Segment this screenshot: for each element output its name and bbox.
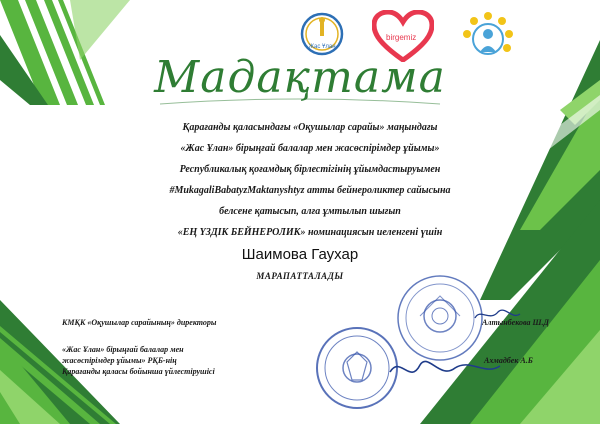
body-line-1: Қарағанды қаласындағы «Оқушылар сарайы» маңындағы: [182, 122, 438, 133]
signatory-name-2: Ахмадбек А.Б: [484, 356, 533, 365]
body-line-6: «ЕҢ ҮЗДІК БЕЙНЕРОЛИК» номинациясын иеленгені үшін: [177, 227, 443, 238]
awarded-label: МАРАПАТТАЛАДЫ: [256, 271, 344, 281]
signatory-title-1: КМҚК «Оқушылар сарайының» директоры: [62, 318, 217, 327]
signatory-title-2-line-2: жасөспірімдер ұйымы» РҚБ-нің: [62, 356, 177, 365]
recipient-name: Шаимова Гаухар: [241, 246, 359, 263]
certificate-title: Мадақтама: [154, 52, 446, 103]
emblem-stamp: [398, 276, 482, 360]
body-line-4: #MukagaliBabatyzMaktanyshtyz атты бейнероликтер сайысына: [169, 185, 451, 196]
signatory-title-2-line-3: Қарағанды қаласы бойынша үйлестірушісі: [62, 367, 215, 376]
zhas-ulan-logo: [300, 12, 344, 56]
svg-text:birgemiz: birgemiz: [386, 33, 417, 42]
round-stamp: [317, 328, 397, 408]
signatory-title-2-line-1: «Жас Ұлан» бірыңғай балалар мен: [62, 345, 184, 354]
body-line-3: Республикалық қоғамдық бірлестігінің ұйымдастыруымен: [179, 164, 441, 175]
body-line-2: «Жас Ұлан» бірыңғай балалар мен жасөспірімдер ұйымы»: [180, 143, 440, 154]
svg-text:Жас Ұлан: Жас Ұлан: [308, 44, 336, 50]
signatory-name-1: Алтынбекова Ш.Д: [482, 318, 549, 327]
body-line-5: белсене қатысып, алға ұмтылып шығып: [219, 206, 401, 217]
